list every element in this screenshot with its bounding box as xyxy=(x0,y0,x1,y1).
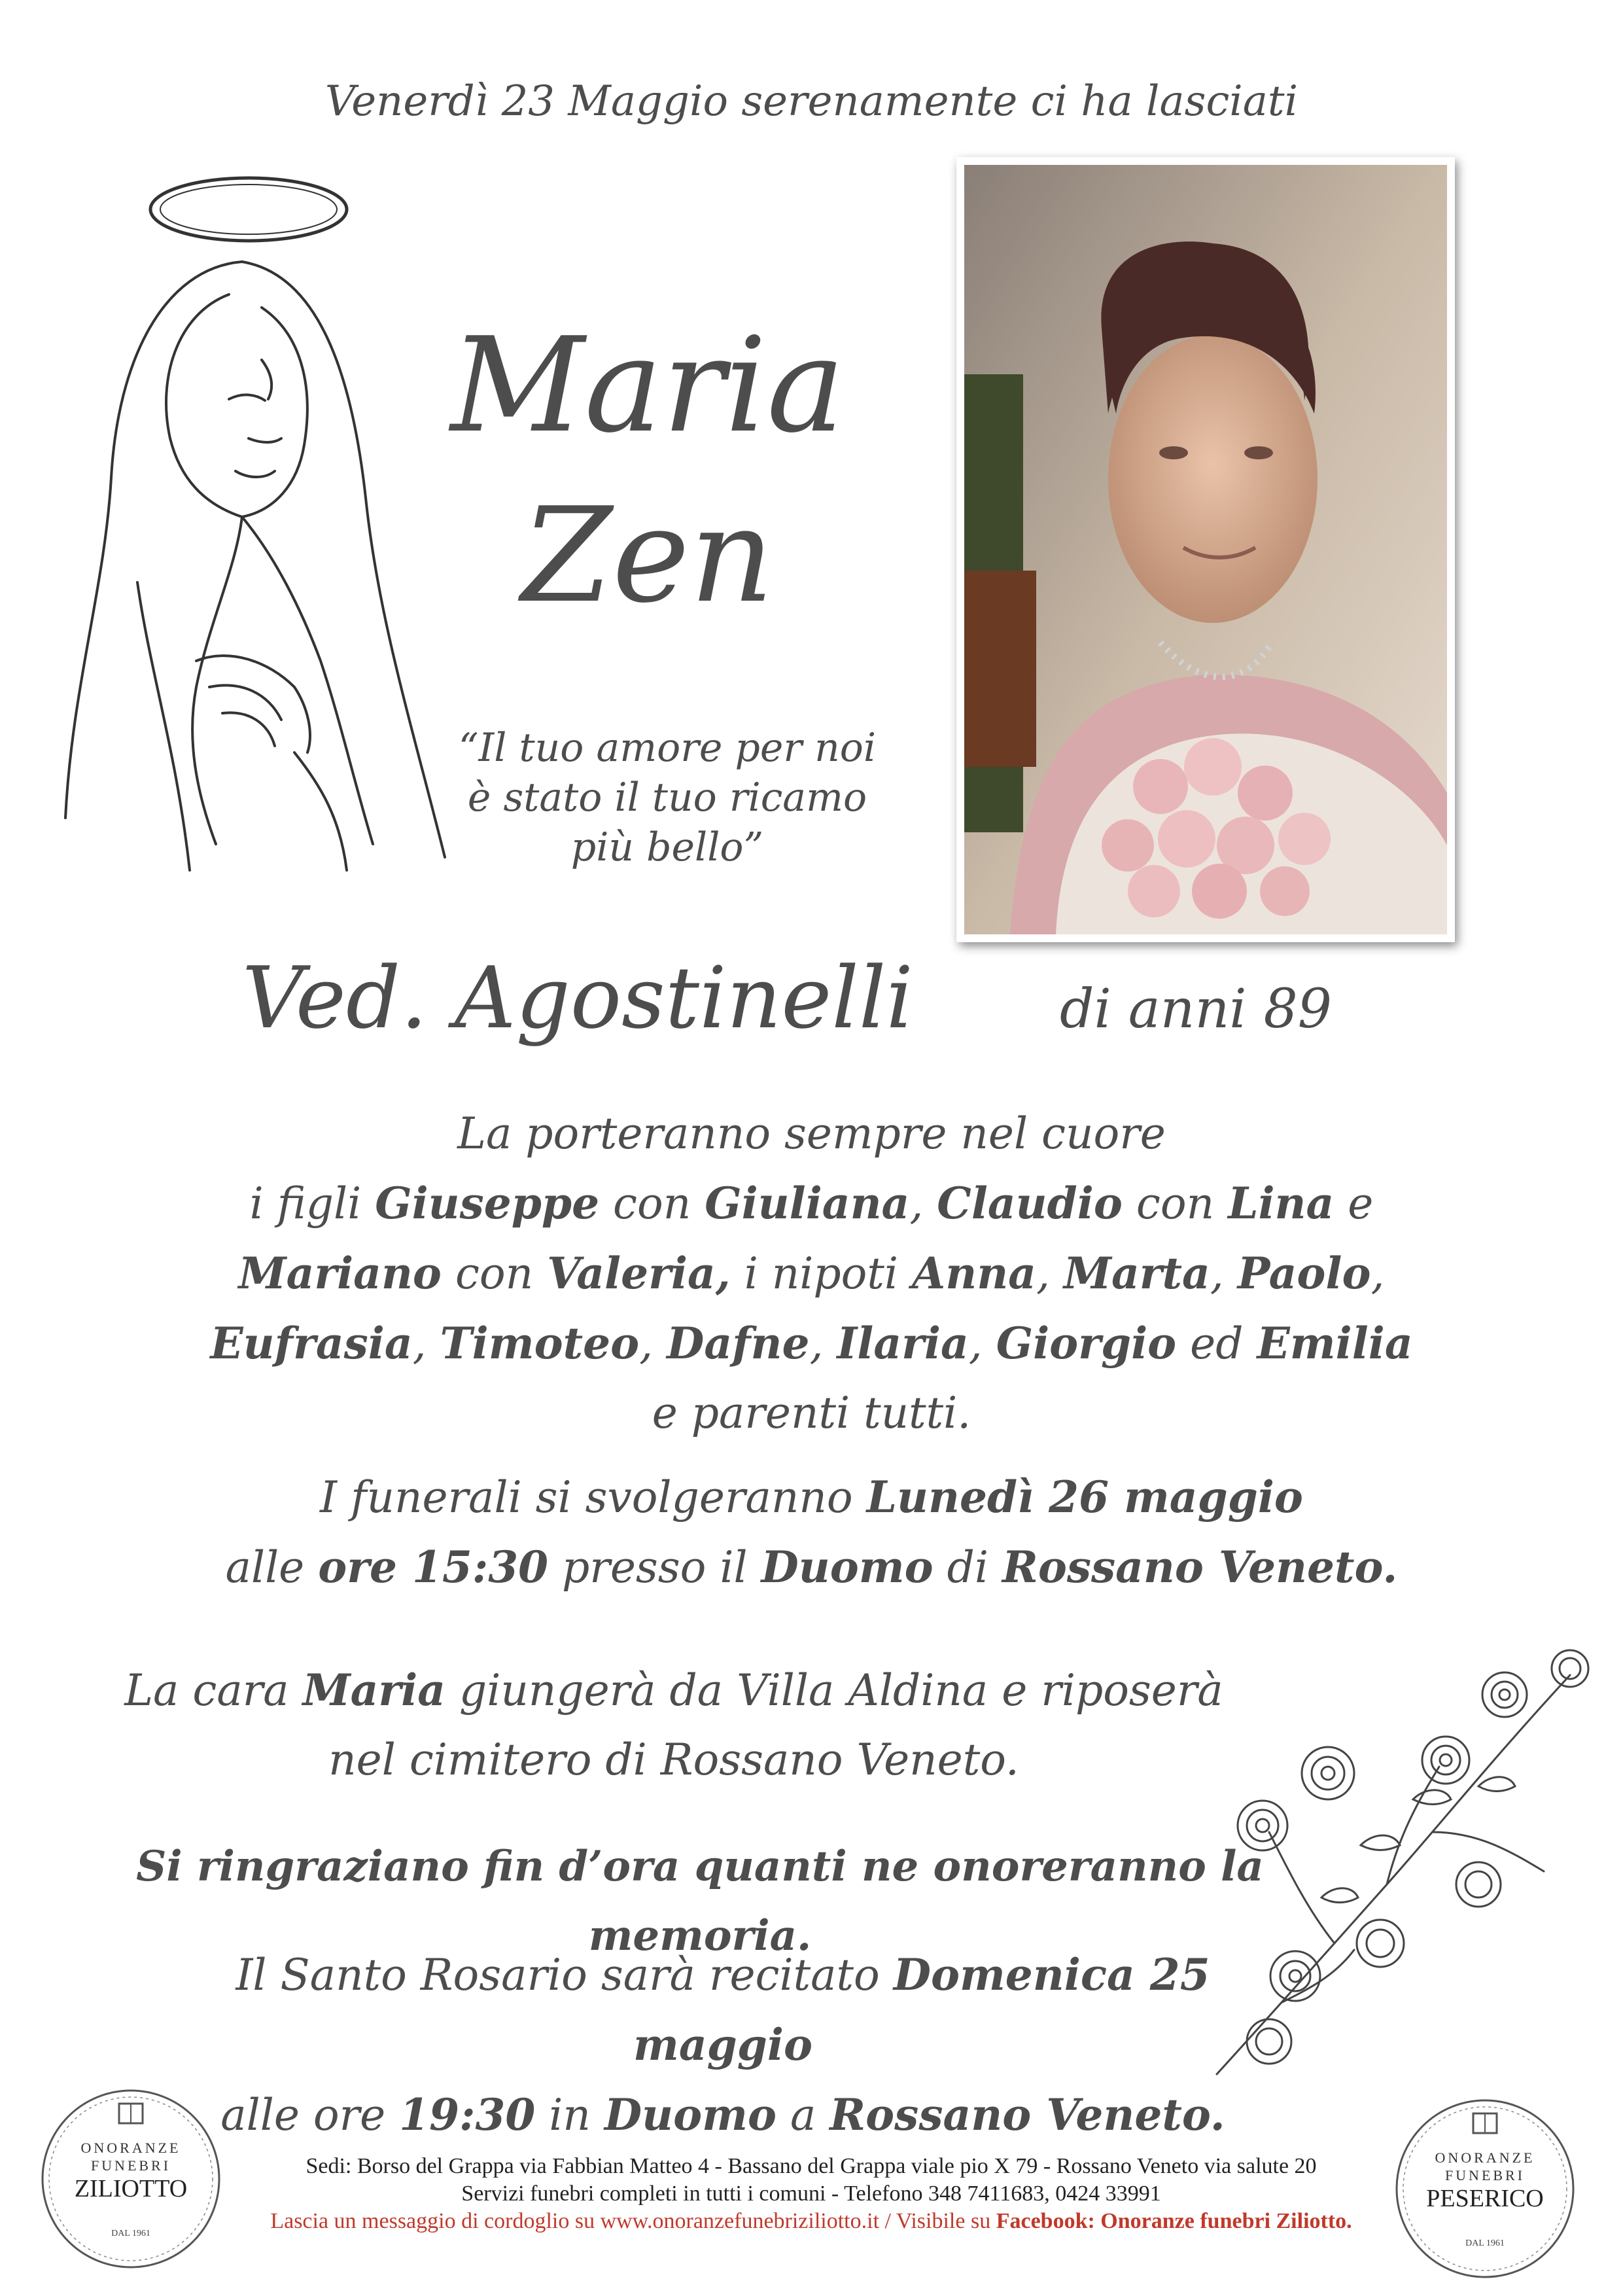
rosary-paragraph xyxy=(183,1940,1263,2150)
family-paragraph xyxy=(0,1099,1623,1448)
first-name: Maria xyxy=(450,309,845,462)
family-line-1: La porteranno sempre nel cuore xyxy=(457,1108,1166,1159)
logo-right-line-3: PESERICO xyxy=(1426,2185,1544,2212)
portrait-frame xyxy=(956,157,1455,942)
rose-branch-illustration xyxy=(1204,1636,1603,2087)
ziliotto-logo xyxy=(36,2084,226,2274)
madonna-illustration xyxy=(46,164,464,896)
married-name: Ved. Agostinelli xyxy=(242,948,914,1048)
logo-right-line-4: DAL 1961 xyxy=(1465,2238,1505,2248)
logo-left-line-1: ONORANZE xyxy=(80,2140,181,2156)
logo-left-line-4: DAL 1961 xyxy=(111,2229,150,2238)
quote-line-1: “Il tuo amore per noi xyxy=(458,725,877,771)
quote-line-2: è stato il tuo ricamo xyxy=(467,775,867,821)
logo-right-line-1: ONORANZE xyxy=(1435,2149,1535,2166)
logo-left-line-2: FUNEBRI xyxy=(90,2157,171,2174)
header-line: Venerdì 23 Maggio serenamente ci ha lasciati xyxy=(324,77,1299,126)
portrait-photo xyxy=(964,165,1447,934)
thanks-line: Si ringraziano fin d’ora quanti ne onoreranno la memoria. xyxy=(136,1842,1264,1960)
funeral-line-2: alle ore 15:30 presso il Duomo di Rossano Veneto. xyxy=(225,1542,1398,1593)
funeral-line-1: I funerali si svolgeranno Lunedì 26 maggio xyxy=(320,1472,1303,1523)
quote xyxy=(445,723,890,872)
footer-line-3: Lascia un messaggio di cordoglio su www.onoranzefunebriziliotto.it / Visibile su Facebook: Onoranze funebri Ziliotto. xyxy=(270,2209,1352,2233)
arrival-line-2: nel cimitero di Rossano Veneto. xyxy=(328,1735,1019,1785)
quote-line-3: più bello” xyxy=(570,824,764,870)
arrival-paragraph xyxy=(118,1655,1230,1795)
footer-line-1: Sedi: Borso del Grappa via Fabbian Matteo 4 - Bassano del Grappa viale pio X 79 - Rossano Veneto via salute 20 xyxy=(305,2154,1317,2178)
age-text: di anni 89 xyxy=(1060,978,1332,1040)
peserico-logo xyxy=(1390,2094,1580,2284)
family-line-2: i figli Giuseppe con Giuliana, Claudio con Lina e xyxy=(249,1178,1374,1229)
rosary-line-2: alle ore 19:30 in Duomo a Rossano Veneto. xyxy=(220,2089,1225,2140)
family-line-3: Mariano con Valeria, i nipoti Anna, Marta, Paolo, xyxy=(238,1248,1385,1299)
rosary-line-1: Il Santo Rosario sarà recitato Domenica 25 maggio xyxy=(236,1949,1210,2070)
logo-right-line-2: FUNEBRI xyxy=(1444,2167,1526,2183)
last-name: Zen xyxy=(521,480,775,632)
logo-left-line-3: ZILIOTTO xyxy=(74,2175,188,2202)
funeral-paragraph xyxy=(0,1462,1623,1602)
footer-line-2: Servizi funebri completi in tutti i comuni - Telefono 348 7411683, 0424 33991 xyxy=(461,2181,1161,2206)
footer xyxy=(222,2153,1400,2235)
family-line-4: Eufrasia, Timoteo, Dafne, Ilaria, Giorgio ed Emilia xyxy=(210,1318,1413,1369)
family-line-5: e parenti tutti. xyxy=(652,1388,971,1438)
arrival-line-1: La cara Maria giungerà da Villa Aldina e riposerà xyxy=(124,1665,1223,1716)
